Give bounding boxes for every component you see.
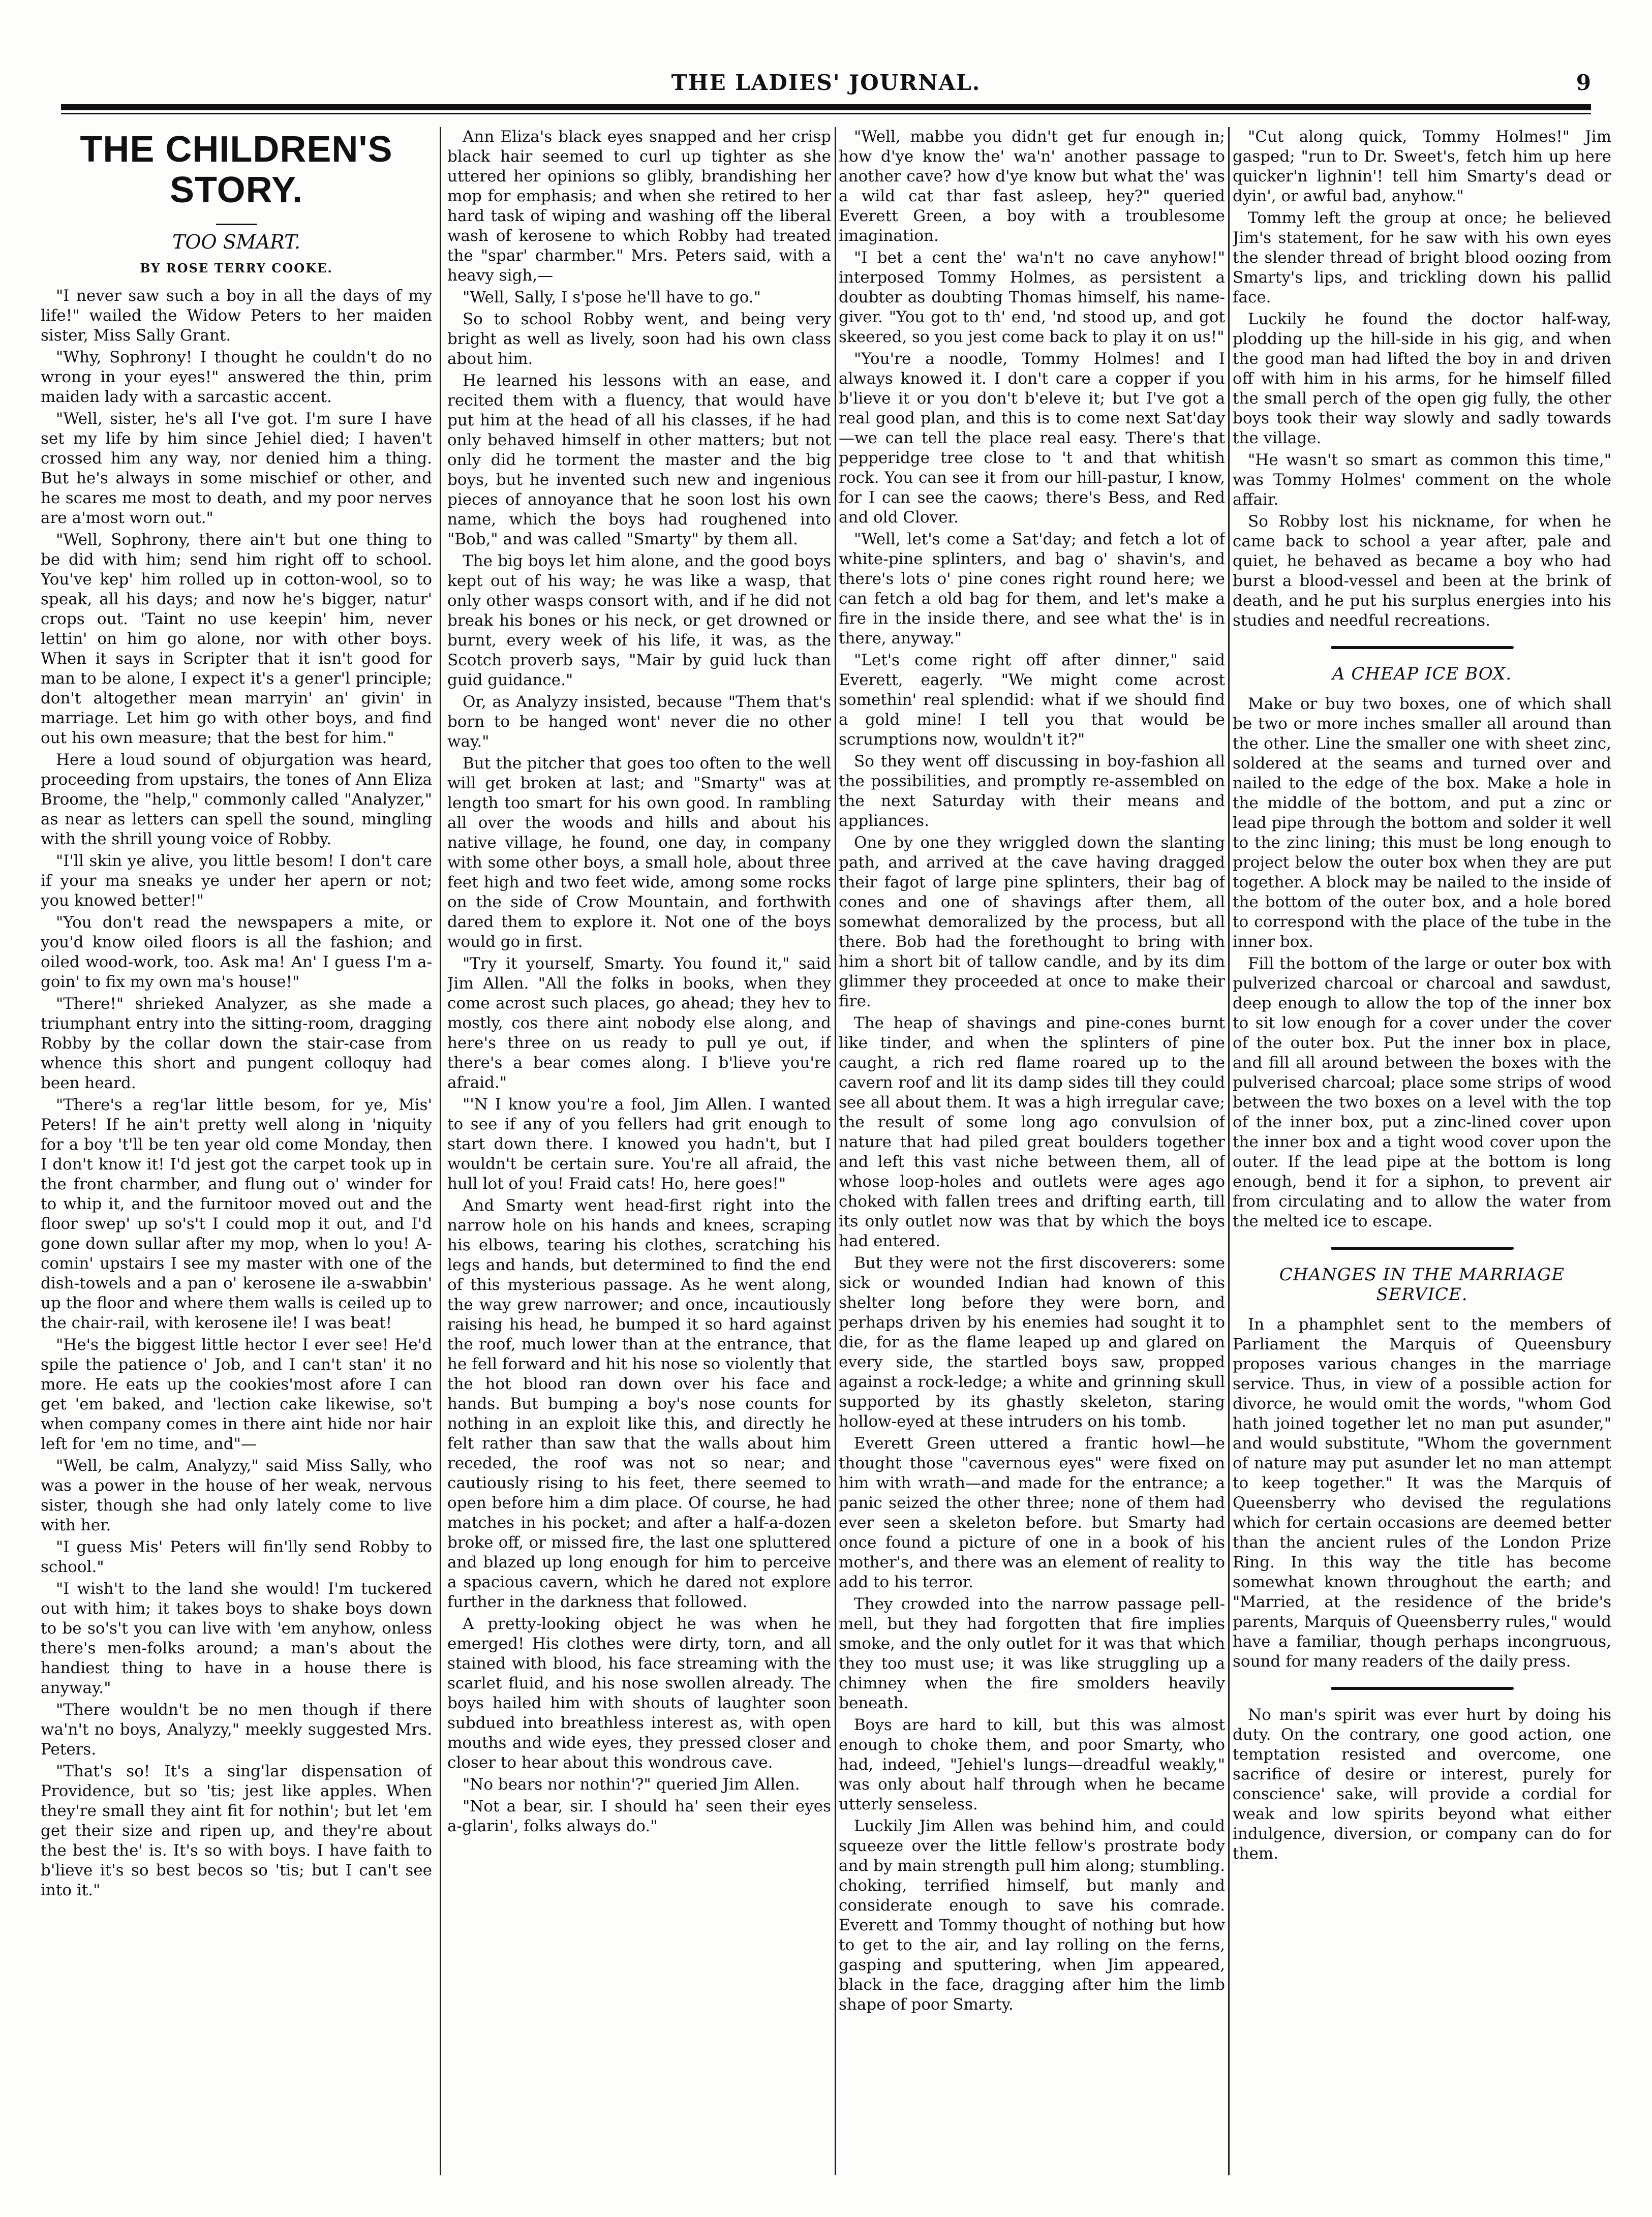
story-paragraph: The heap of shavings and pine-cones burnt like tinder, and when the splinters of pine caught, a rich red flame roared up to the cavern roof and lit its damp sides till they could see all about them. It was a high irregular cave; the result of some long ago convulsion of nature that had piled great boulders together and left this vast niche between them, all of whose loop-holes and outlets were ages ago choked with fallen trees and drifting earth, till its only outlet now was that by which the boys had entered. (839, 1014, 1225, 1250)
icebox-title: A CHEAP ICE BOX. (1332, 664, 1512, 684)
story-paragraph: So Robby lost his nickname, for when he came back to school a year after, pale and quiet, he behaved as became a boy who had burst a blood-vessel and been at the brink of death, and he put his surplus energies into his studies and needful recreations. (1233, 512, 1611, 630)
story-paragraph: They crowded into the narrow passage pell-mell, but they had forgotten that fire implies smoke, and the only outlet for it was that which they too must use; it was like struggling up a chimney when the fire smolders heavily beneath. (839, 1595, 1225, 1712)
story-paragraph: And Smarty went head-first right into the narrow hole on his hands and knees, scraping his elbows, tearing his clothes, scratching his legs and hands, but determined to find the end of this mysterious passage. As he went along, the way grew narrower; and once, incautiously raising his head, he bumped it so hard against the roof, much lower than at the entrance, that he fell forward and hit his nose so violently that the hot blood ran down over his face and hands. But bumping a boy's nose counts for nothing in an exploit like this, and directly he felt rather than saw that the walls about him receded, the roof was not so near; and cautiously rising to his feet, there seemed to open before him a dim place. Of course, he had matches in his pocket; and after a half-a-dozen broke off, or missed fire, the last one spluttered and blazed up long enough for him to perceive a spacious cavern, which he dared not explore further in the darkness that followed. (447, 1196, 831, 1611)
story-paragraph: "I bet a cent the' wa'n't no cave anyhow!" interposed Tommy Holmes, as persistent a doubter as doubting Thomas himself, his name-giver. "You got to th' end, 'nd stood up, and got skeered, so you jest come back to play it on us!" (839, 249, 1225, 346)
story-paragraph: One by one they wriggled down the slanting path, and arrived at the cave having dragged their fagot of large pine splinters, their bag of cones and one of shavings after them, all somewhat demoralized by the process, but all there. Bob had the forethought to bring with him a short bit of tallow candle, and by its dim glimmer they proceeded at once to make their fire. (839, 834, 1225, 1010)
story-paragraph: "Well, Sophrony, there ain't but one thing to be did with him; send him right off to school. You've kep' him rolled up in cotton-wool, so to speak, all his days; and now he's bigger, natur' crops out. 'Taint no use keepin' him, never lettin' on him go alone, nor with other boys. When it says in Scripter that it isn't good for man to be alone, I expect it's a gener'l principle; don't altogether mean marryin' an' givin' in marriage. Let him go with other boys, and find out his own measure; that the best for him." (41, 531, 432, 747)
column-4 (1233, 127, 1611, 2180)
story-paragraph: "Why, Sophrony! I thought he couldn't do no wrong in your eyes!" answered the thin, prim maiden lady with a sarcastic accent. (41, 348, 432, 406)
page-number: 9 (1576, 70, 1591, 95)
story-paragraph: But they were not the first discoverers: some sick or wounded Indian had known of this shelter long before they were born, and perhaps driven by his enemies had sought it to die, for as the flame leaped up and glared on every side, the startled boys saw, propped against a rock-ledge; a white and grinning skull supported by its ghastly skeleton, staring hollow-eyed at these intruders on his tomb. (839, 1254, 1225, 1431)
masthead-rule-thin (61, 113, 1591, 114)
story-paragraph: Luckily he found the doctor half-way, plodding up the hill-side in his gig, and when the good man had lifted the boy in and driven off with him in his arms, for he himself filled the small perch of the open gig fully, the other boys took their way slowly and sadly towards the village. (1233, 310, 1611, 447)
story-paragraph: So to school Robby went, and being very bright as well as lively, soon had his own class about him. (447, 310, 831, 368)
story-paragraph: So they went off discussing in boy-fashion all the possibilities, and promptly re-assembled on the next Saturday with their means and appliances. (839, 752, 1225, 830)
story-paragraph: "I never saw such a boy in all the days of my life!" wailed the Widow Peters to her maiden sister, Miss Sally Grant. (41, 287, 432, 345)
story-paragraph: "Well, sister, he's all I've got. I'm sure I have set my life by him since Jehiel died; I haven't crossed him any way, nor denied him a thing. But he's always in some mischief or other, and he scares me most to death, and my poor nerves are a'most worn out." (41, 410, 432, 527)
story-paragraph: "Well, be calm, Analyzy," said Miss Sally, who was a power in the house of her weak, nervous sister, though she had only lately come to live with her. (41, 1457, 432, 1534)
masthead (61, 70, 1591, 101)
story-paragraph: "You don't read the newspapers a mite, or you'd know oiled floors is all the fashion; and oiled wood-work, too. Ask ma! An' I guess I'm a-goin' to fix my own ma's house!" (41, 913, 432, 991)
story-paragraph: Tommy left the group at once; he believed Jim's statement, for he saw with his own eyes the slender thread of bright blood oozing from Smarty's lips, and trickling down his pallid face. (1233, 209, 1611, 306)
story-paragraph: "Well, mabbe you didn't get fur enough in; how d'ye know the' wa'n' another passage to another cave? how d'ye know but what the' was a wild cat thar fast asleep, hey?" queried Everett Green, a boy with a troublesome imagination. (839, 128, 1225, 245)
column-1 (41, 127, 432, 2180)
story-paragraph: "You're a noodle, Tommy Holmes! and I always knowed it. I don't care a copper if you b'lieve it or you don't b'eleve it; but I've got a real good plan, and this is to come next Sat'day—we can tell the place real easy. There's that pepperidge tree close to 't and that whitish rock. You can see it from our hill-pastur, I know, for I can see the caows; there's Bess, and Red and old Clover. (839, 350, 1225, 527)
masthead-rule (61, 104, 1591, 110)
story-paragraph: "Not a bear, sir. I should ha' seen their eyes a-glarin', folks always do." (447, 1797, 831, 1835)
story-paragraph: "I guess Mis' Peters will fin'lly send Robby to school." (41, 1538, 432, 1576)
column-3 (839, 127, 1225, 2180)
closing-paragraph: No man's spirit was ever hurt by doing his duty. On the contrary, one good action, one temptation resisted and overcome, one sacrifice of desire or interest, purely for conscience' sake, will provide a cordial for weak and low spirits beyond what either indulgence, diversion, or company can do for them. (1233, 1706, 1611, 1863)
story-paragraph: "There!" shrieked Analyzer, as she made a triumphant entry into the sitting-room, dragging Robby by the collar down the stair-case from whence this short and pungent colloquy had been heard. (41, 995, 432, 1092)
story-paragraph: Here a loud sound of objurgation was heard, proceeding from upstairs, the tones of Ann Eliza Broome, the "help," commonly called "Analyzer," as near as letters can spell the sound, mingling with the shrill young voice of Robby. (41, 751, 432, 848)
icebox-paragraph: Fill the bottom of the large or outer box with pulverized charcoal or charcoal and sawdust, deep enough to allow the top of the inner box to sit low enough for a cover under the cover of the outer box. Put the inner box in place, and fill all around between the boxes with the pulverised charcoal; place some strips of wood between the two boxes on a level with the top of the inner box, put a zinc-lined cover upon the inner box and a tight wood cover upon the outer. If the lead pipe at the bottom is long enough, bend it for a siphon, to prevent air from circulating and to allow the water from the melted ice to escape. (1233, 954, 1611, 1230)
section-title: THE CHILDREN'S STORY. (80, 129, 393, 210)
story-paragraph: Luckily Jim Allen was behind him, and could squeeze over the little fellow's prostrate body and by main strength pull him along; stumbling. choking, terrified himself, but manly and considerate enough to save his comrade. Everett and Tommy thought of nothing but how to get to the air, and lay rolling on the ferns, gasping and sputtering, when Jim appeared, black in the face, dragging after him the limb shape of poor Smarty. (839, 1817, 1225, 2014)
marriage-title: CHANGES IN THE MARRIAGE SERVICE. (1279, 1265, 1565, 1305)
story-paragraph: Ann Eliza's black eyes snapped and her crisp black hair seemed to curl up tighter as she uttered her opinions so glibly, brandishing her mop for emphasis; and when she retired to her hard task of wiping and washing off the liberal wash of kerosene to which Robby had treated the "spar' charmber." Mrs. Peters said, with a heavy sigh,— (447, 128, 831, 285)
story-paragraph: But the pitcher that goes too often to the well will get broken at last; and "Smarty" was at length too smart for his own good. In rambling all over the woods and hills and about his native village, he found, one day, in company with some other boys, a small hole, about three feet high and two feet wide, among some rocks on the side of Crow Mountain, and forthwith dared them to explore it. Not one of the boys would go in first. (447, 754, 831, 951)
section-divider (1331, 646, 1514, 649)
story-paragraph: "Well, let's come a Sat'day; and fetch a lot of white-pine splinters, and bag o' shavin's, and there's lots o' pine cones right round here; we can fetch a old bag for them, and let's make a fire in the inside there, and see what the' is in there, anyway." (839, 530, 1225, 648)
story-paragraph: "Try it yourself, Smarty. You found it," said Jim Allen. "All the folks in books, when they come acrost such places, go ahead; they hev to mostly, cos there aint nobody else along, and here's three on us ready to pull ye out, if there's a bear comes along. I b'lieve you're afraid." (447, 954, 831, 1092)
story-paragraph: "He's the biggest little hector I ever see! He'd spile the patience o' Job, and I can't stan' it no more. He eats up the cookies'most afore I can get 'em baked, and 'lection cake likewise, so't when company comes in there aint hide nor hair left for 'em no time, and"— (41, 1336, 432, 1453)
story-paragraph: "Well, Sally, I s'pose he'll have to go." (463, 288, 761, 306)
story-paragraph: "I'll skin ye alive, you little besom! I don't care if your ma sneaks ye under her apern or not; you knowed better!" (41, 852, 432, 910)
column-divider (1228, 127, 1230, 2175)
title-rule (216, 224, 257, 225)
story-paragraph: "That's so! It's a sing'lar dispensation of Providence, but so 'tis; jest like apples. When they're small they aint fit for nothin'; but let 'em get their size and ripen up, and they're about the best the' is. It's so with boys. I have faith to b'lieve it's so best becos so 'tis; but I can't see into it." (41, 1762, 432, 1899)
icebox-paragraph: Make or buy two boxes, one of which shall be two or more inches smaller all around than the other. Line the smaller one with sheet zinc, soldered at the seams and turned over and nailed to the edge of the box. Make a hole in the middle of the bottom, and put a zinc or lead pipe through the bottom and solder it well to the zinc lining; this must be long enough to project below the outer box when they are put together. A block may be nailed to the inside of the bottom of the outer box, and a hole bored to correspond with the place of the tube in the inner box. (1233, 695, 1611, 951)
story-paragraph: "There's a reg'lar little besom, for ye, Mis' Peters! If he ain't pretty well along in 'niquity for a boy 't'll be ten year old come Monday, then I don't know it! I'd jest got the carpet took up in the front charmber, and flung out o' winder for to whip it, and the furnitoor moved out and the floor swep' up so's't I could mop it out, and I'd gone down sullar after my mop, when lo you! A-comin' upstairs I see my master with one of the dish-towels and a pan o' kerosene ile a-swabbin' up the floor and where them walls is ceiled up to the chair-rail, with kerosene ile! I was beat! (41, 1096, 432, 1332)
story-byline: BY ROSE TERRY COOKE. (140, 261, 333, 275)
story-paragraph: "He wasn't so smart as common this time," was Tommy Holmes' comment on the whole affair. (1233, 451, 1611, 509)
story-paragraph: "There wouldn't be no men though if there wa'n't no boys, Analyzy," meekly suggested Mrs. Peters. (41, 1701, 432, 1759)
marriage-paragraph: In a phamphlet sent to the members of Parliament the Marquis of Queensbury proposes various changes in the marriage service. Thus, in view of a possible action for divorce, he would omit the words, "whom God hath joined together let no man put asunder," and would substitute, "Whom the government of nature may put asunder let no man attempt to keep together." It was the Marquis of Queensberry who devised the regulations which for certain occasions are deemed better than the ancient rules of the London Prize Ring. In this way the title has become somewhat known throughout the earth; and "Married, at the residence of the bride's parents, Marquis of Queensberry rules," would have a familiar, though perhaps incongruous, sound for many readers of the daily press. (1233, 1315, 1611, 1671)
story-paragraph: "I wish't to the land she would! I'm tuckered out with him; it takes boys to shake boys down to be so's't you can live with 'em anyhow, onless there's men-folks around; a man's about the handiest thing to have in a house there is anyway." (41, 1580, 432, 1697)
story-title: TOO SMART. (172, 231, 300, 253)
journal-title: THE LADIES' JOURNAL. (671, 70, 981, 95)
column-divider (835, 127, 836, 2175)
story-paragraph: "'N I know you're a fool, Jim Allen. I wanted to see if any of you fellers had grit enough to start down there. I knowed you hadn't, but I wouldn't be certain sure. You're all afraid, the hull lot of you! Fraid cats! Ho, here goes!" (447, 1095, 831, 1193)
section-divider (1331, 1247, 1514, 1250)
story-paragraph: "Cut along quick, Tommy Holmes!" Jim gasped; "run to Dr. Sweet's, fetch him up here quicker'n lighnin'! tell him Smarty's dead or dyin', or awful bad, anyhow." (1233, 128, 1611, 205)
column-2 (447, 127, 831, 2180)
story-paragraph: "Let's come right off after dinner," said Everett, eagerly. "We might come acrost somethin' real splendid: what if we should find a gold mine! I tell you that would be scrumptions now, wouldn't it?" (839, 651, 1225, 749)
story-paragraph: Boys are hard to kill, but this was almost enough to choke them, and poor Smarty, who had, indeed, "Jehiel's lungs—dreadful weakly," was only about half through when he became utterly senseless. (839, 1716, 1225, 1813)
story-paragraph: He learned his lessons with an ease, and recited them with a fluency, that would have put him at the head of all his classes, if he had only behaved himself in other matters; but not only did he torment the master and the big boys, but he invented such new and ingenious pieces of annoyance that he soon lost his own name, which the boys had roughened into "Bob," and was called "Smarty" by them all. (447, 372, 831, 548)
column-divider (440, 127, 441, 2175)
story-paragraph: The big boys let him alone, and the good boys kept out of his way; he was like a wasp, that only other wasps consort with, and if he did not break his bones or his neck, or get drowned or burnt, every week of his life, it was, as the Scotch proverb says, "Mair by guid luck than guid guidance." (447, 552, 831, 689)
section-divider (1331, 1687, 1514, 1690)
story-paragraph: A pretty-looking object he was when he emerged! His clothes were dirty, torn, and all stained with blood, his face streaming with the scarlet fluid, and his nose swollen already. The boys hailed him with shouts of laughter soon subdued into breathless interest as, with open mouths and wide eyes, they pressed closer and closer to hear about this wondrous cave. (447, 1615, 831, 1772)
story-paragraph: Or, as Analyzy insisted, because "Them that's born to be hanged wont' never die no other way." (447, 693, 831, 751)
story-paragraph: "No bears nor nothin'?" queried Jim Allen. (463, 1775, 800, 1794)
story-paragraph: Everett Green uttered a frantic howl—he thought those "cavernous eyes" were fixed on him with wrath—and made for the entrance; a panic seized the other three; none of them had ever seen a skeleton before. but Smarty had once found a picture of one in a book of his mother's, and there was an element of reality to add to his terror. (839, 1434, 1225, 1591)
